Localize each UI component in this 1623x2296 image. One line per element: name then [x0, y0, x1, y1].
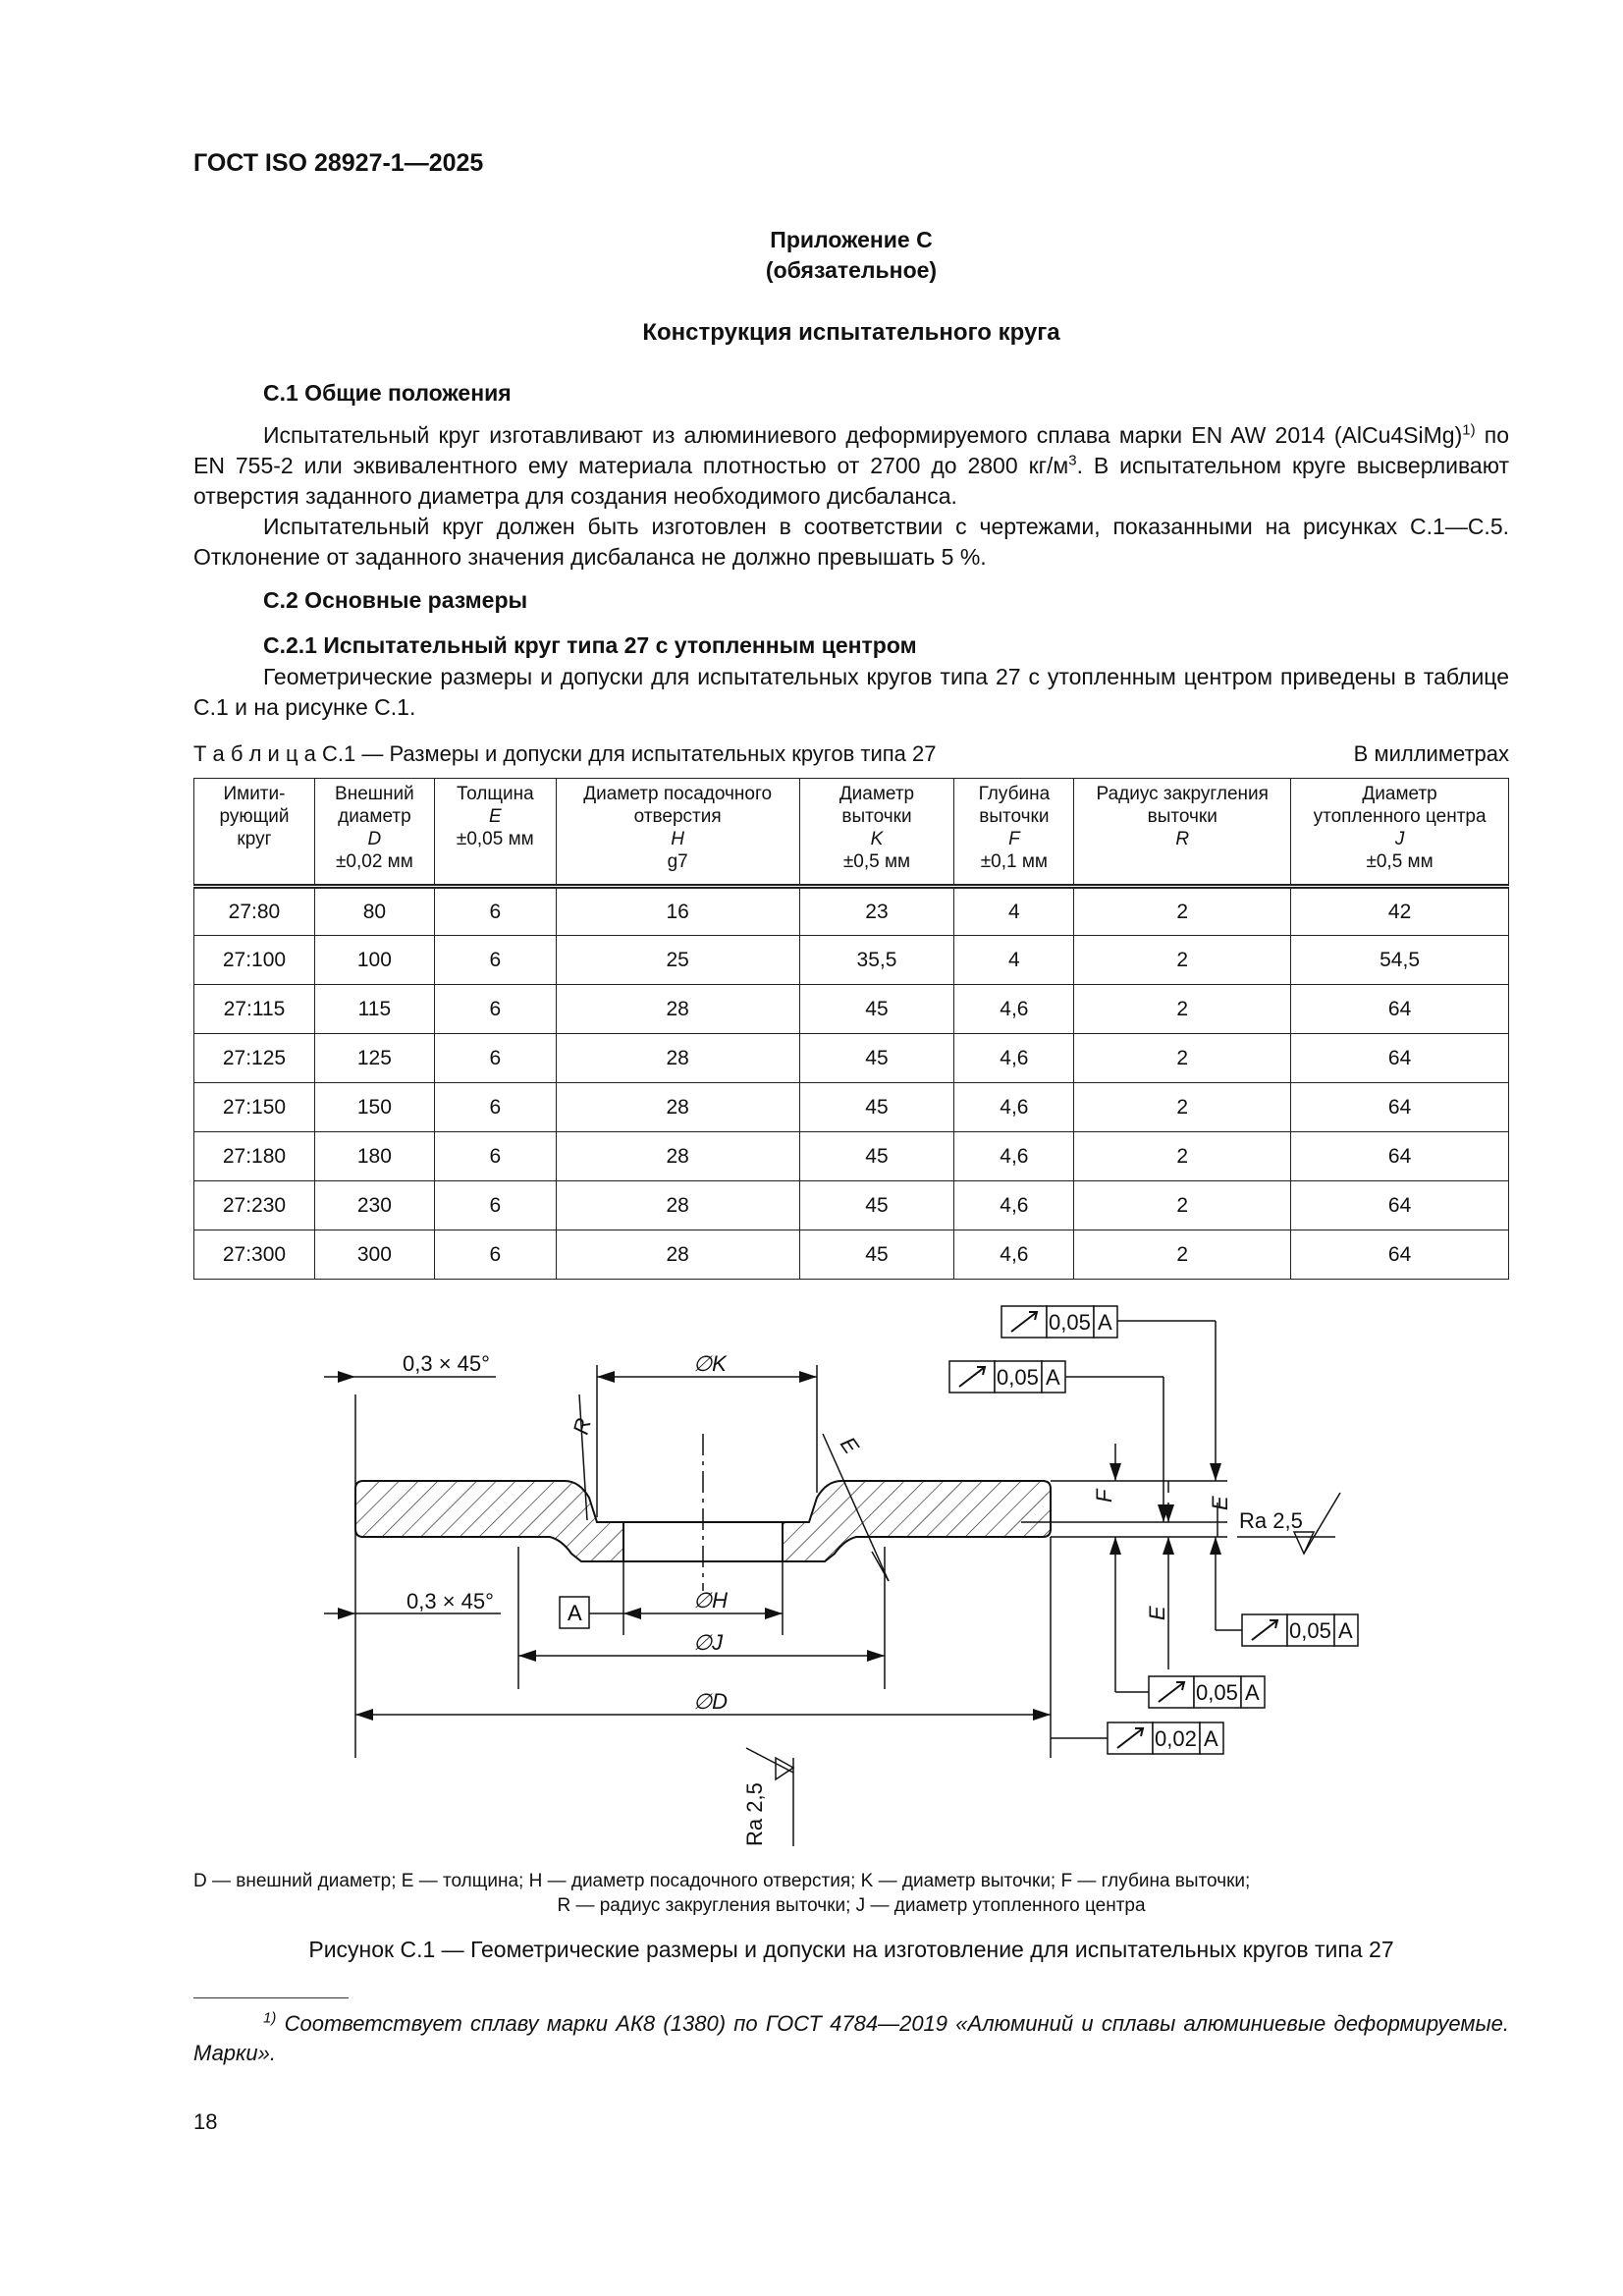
table-cell: 6	[434, 887, 556, 936]
figure-c1-drawing	[0, 1296, 1623, 1866]
table-row	[194, 936, 1509, 985]
table-cell: 27:150	[194, 1083, 315, 1132]
table-cell: 2	[1074, 1083, 1291, 1132]
paragraph: Геометрические размеры и допуски для испытательных кругов типа 27 с утопленным центром приведены в таблице С.1 и на рисунке С.1.	[193, 664, 1509, 720]
svg-text:0,05: 0,05	[1049, 1310, 1091, 1335]
dim-h-label: ∅H	[693, 1588, 729, 1613]
table-header-cell: Диаметр утопленного центра J ±0,5 мм	[1291, 779, 1509, 887]
table-cell: 4,6	[954, 985, 1074, 1034]
svg-text:A: A	[1338, 1618, 1353, 1643]
table-header-cell: Имити- рующий круг	[194, 779, 315, 887]
table-cell: 4	[954, 936, 1074, 985]
table-cell: 27:80	[194, 887, 315, 936]
table-cell: 45	[799, 985, 954, 1034]
table-caption	[193, 741, 1509, 767]
table-cell: 6	[434, 1083, 556, 1132]
figure-legend	[193, 1869, 1509, 1918]
dimensions-table	[193, 778, 1509, 1280]
table-cell: 35,5	[799, 936, 954, 985]
table-cell: 2	[1074, 985, 1291, 1034]
table-cell: 64	[1291, 1034, 1509, 1083]
table-row	[194, 1230, 1509, 1280]
table-title: Т а б л и ц а С.1 — Размеры и допуски для испытательных кругов типа 27	[193, 741, 937, 766]
table-cell: 28	[556, 1230, 799, 1280]
thickness-label-lower: E	[1145, 1606, 1169, 1620]
table-cell: 4	[954, 887, 1074, 936]
table-header-cell: Глубина выточки F ±0,1 мм	[954, 779, 1074, 887]
dimension-lines	[324, 1321, 1335, 1846]
table-cell: 2	[1074, 1132, 1291, 1181]
table-cell: 64	[1291, 1083, 1509, 1132]
depth-label: F	[1092, 1489, 1116, 1503]
table-cell: 64	[1291, 1181, 1509, 1230]
table-cell: 100	[314, 936, 434, 985]
table-cell: 28	[556, 1181, 799, 1230]
table-row	[194, 1132, 1509, 1181]
table-cell: 6	[434, 1181, 556, 1230]
runout-frame-2	[949, 1361, 1065, 1393]
dim-j-label: ∅J	[693, 1630, 724, 1655]
table-cell: 45	[799, 1132, 954, 1181]
table-cell: 27:230	[194, 1181, 315, 1230]
table-cell: 28	[556, 1034, 799, 1083]
table-header-cell: Диаметр выточки K ±0,5 мм	[799, 779, 954, 887]
table-cell: 230	[314, 1181, 434, 1230]
table-cell: 64	[1291, 985, 1509, 1034]
table-cell: 115	[314, 985, 434, 1034]
table-row	[194, 887, 1509, 936]
section-c2-title: С.2 Основные размеры	[263, 587, 528, 613]
svg-text:0,05: 0,05	[1289, 1618, 1331, 1643]
table-cell: 27:180	[194, 1132, 315, 1181]
table-cell: 28	[556, 985, 799, 1034]
section-c1-body	[193, 420, 1509, 573]
table-header-cell: Диаметр посадочного отверстия H g7	[556, 779, 799, 887]
page-number: 18	[193, 2109, 218, 2134]
svg-text:0,05: 0,05	[1196, 1680, 1238, 1705]
legend-line-2: R — радиус закругления выточки; J — диаметр утопленного центра	[557, 1895, 1146, 1916]
runout-frame-4	[1149, 1676, 1265, 1708]
svg-text:A: A	[1245, 1680, 1260, 1705]
table-cell: 2	[1074, 1230, 1291, 1280]
table-cell: 4,6	[954, 1083, 1074, 1132]
legend-line-1: D — внешний диаметр; E — толщина; H — диаметр посадочного отверстия; K — диаметр выточки; F — глубина выточки;	[193, 1871, 1251, 1891]
table-cell: 4,6	[954, 1132, 1074, 1181]
table-cell: 45	[799, 1230, 954, 1280]
figure-caption: Рисунок С.1 — Геометрические размеры и допуски на изготовление для испытательных кругов типа 27	[308, 1937, 1394, 1962]
paragraph: Испытательный круг должен быть изготовлен в соответствии с чертежами, показанными на рисунках С.1—С.5. Отклонение от заданного значения дисбаланса не должно превышать 5 %.	[193, 514, 1509, 570]
svg-text:A: A	[1098, 1310, 1112, 1335]
table-cell: 6	[434, 985, 556, 1034]
table-row	[194, 985, 1509, 1034]
table-cell: 27:300	[194, 1230, 315, 1280]
table-cell: 80	[314, 887, 434, 936]
table-cell: 27:100	[194, 936, 315, 985]
table-row	[194, 1034, 1509, 1083]
table-cell: 2	[1074, 887, 1291, 936]
thickness-label-right: E	[1208, 1496, 1232, 1510]
annex-title: Приложение С	[770, 227, 933, 252]
svg-text:0,05: 0,05	[997, 1365, 1039, 1390]
table-cell: 4,6	[954, 1034, 1074, 1083]
table-cell: 23	[799, 887, 954, 936]
table-cell: 6	[434, 1034, 556, 1083]
table-cell: 6	[434, 1230, 556, 1280]
table-header-cell: Толщина E ±0,05 мм	[434, 779, 556, 887]
dim-k-label: ∅K	[693, 1351, 727, 1376]
datum-a-box	[560, 1597, 589, 1628]
table-cell: 150	[314, 1083, 434, 1132]
footnote-separator	[193, 1997, 349, 1998]
table-cell: 180	[314, 1132, 434, 1181]
dim-d-label: ∅D	[693, 1689, 729, 1714]
svg-text:0,02: 0,02	[1155, 1726, 1197, 1751]
thickness-label: E	[835, 1432, 864, 1458]
runout-frame-5	[1108, 1722, 1223, 1754]
table-units: В миллиметрах	[1353, 741, 1509, 766]
section-c21-title: С.2.1 Испытательный круг типа 27 с утопленным центром	[263, 632, 917, 658]
wheel-section	[355, 1434, 1051, 1591]
svg-text:A: A	[568, 1601, 582, 1625]
table-cell: 2	[1074, 1181, 1291, 1230]
table-cell: 27:115	[194, 985, 315, 1034]
table-cell: 45	[799, 1083, 954, 1132]
section-c1-title: С.1 Общие положения	[263, 380, 512, 406]
table-cell: 300	[314, 1230, 434, 1280]
table-cell: 28	[556, 1083, 799, 1132]
runout-frame-3	[1242, 1614, 1358, 1646]
table-cell: 27:125	[194, 1034, 315, 1083]
table-cell: 4,6	[954, 1181, 1074, 1230]
table-cell: 4,6	[954, 1230, 1074, 1280]
table-cell: 6	[434, 1132, 556, 1181]
table-cell: 42	[1291, 887, 1509, 936]
section-c21-body	[193, 662, 1509, 723]
svg-text:A: A	[1046, 1365, 1060, 1390]
table-cell: 125	[314, 1034, 434, 1083]
chamfer-label-bottom: 0,3 × 45°	[406, 1589, 494, 1613]
table-cell: 64	[1291, 1230, 1509, 1280]
table-row	[194, 1181, 1509, 1230]
table-cell: 2	[1074, 936, 1291, 985]
table-row	[194, 1083, 1509, 1132]
roughness-label-bottom: Ra 2,5	[742, 1782, 767, 1846]
table-cell: 64	[1291, 1132, 1509, 1181]
table-header-cell: Радиус закругления выточки R	[1074, 779, 1291, 887]
document-header: ГОСТ ISO 28927-1—2025	[193, 149, 484, 177]
table-cell: 45	[799, 1181, 954, 1230]
table-cell: 16	[556, 887, 799, 936]
roughness-label-right: Ra 2,5	[1239, 1508, 1303, 1533]
annex-status: (обязательное)	[765, 257, 938, 283]
table-cell: 28	[556, 1132, 799, 1181]
svg-text:A: A	[1204, 1726, 1218, 1751]
annex-heading: Конструкция испытательного круга	[642, 319, 1060, 346]
footnote: $^{1)}$ Соответствует сплаву марки АК8 (1380) по ГОСТ 4784—2019 «Алюминий и сплавы алюминиевые деформируемые. Марки».	[193, 2009, 1509, 2065]
chamfer-label-top: 0,3 × 45°	[403, 1351, 490, 1376]
table-cell: 54,5	[1291, 936, 1509, 985]
table-cell: 45	[799, 1034, 954, 1083]
table-cell: 2	[1074, 1034, 1291, 1083]
table-cell: 6	[434, 936, 556, 985]
radius-label: R	[568, 1415, 596, 1438]
table-header-cell: Внешний диаметр D ±0,02 мм	[314, 779, 434, 887]
table-cell: 25	[556, 936, 799, 985]
runout-frame-1	[1001, 1306, 1117, 1338]
paragraph: Испытательный круг изготавливают из алюминиевого деформируемого сплава марки EN AW 2014 (AlCu4SiMg)$^{1)}$ по EN 755-2 или эквивалентного ему материала плотностью от 2700 до 2800 $кг/м^3$. В испытательном круге высверливают отверстия заданного диаметра для создания необходимого дисбаланса.	[193, 421, 1510, 509]
